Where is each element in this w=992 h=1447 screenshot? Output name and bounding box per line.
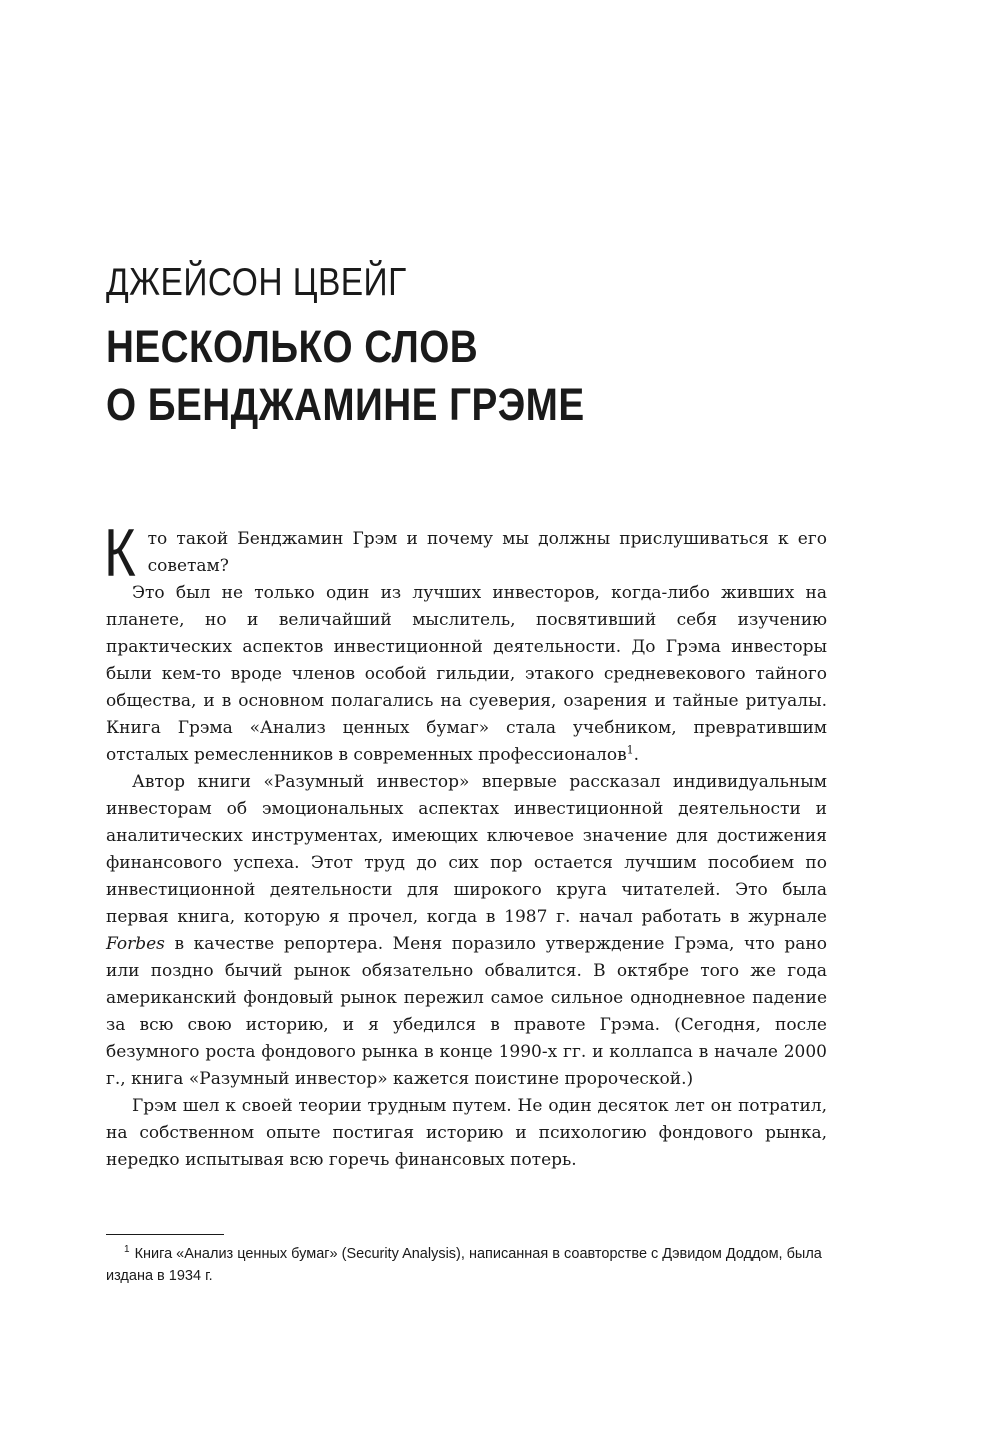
paragraph-1-text: то такой Бенджамин Грэм и почему мы должны прислушиваться к его советам? <box>147 529 827 576</box>
paragraph-3 <box>106 769 827 1093</box>
footnote <box>106 1243 827 1287</box>
paragraph-2 <box>106 580 827 769</box>
magazine-name: Forbes <box>106 934 165 954</box>
paragraph-1 <box>104 515 827 591</box>
paragraph-3-text-b: в качестве репортера. Меня поразило утверждение Грэма, что рано или поздно бычий рынок обязательно обвалится. В октябре того же года американский фондовый рынок пережил самое сильное однодневное падение за всю свою историю, и я убедился в правоте Грэма. (Сегодня, после безумного роста фондового рынка в конце 1990-х гг. и коллапса в начале 2000 г., книга «Разумный инвестор» кажется поистине пророческой.) <box>106 934 827 1089</box>
footnote-reference: 1 <box>626 743 634 757</box>
footnote-number: 1 <box>124 1244 130 1256</box>
paragraph-2-end: . <box>633 745 640 765</box>
footnote-divider <box>106 1234 224 1235</box>
chapter-author: ДЖЕЙСОН ЦВЕЙГ <box>106 261 407 304</box>
body-text <box>104 515 827 1174</box>
drop-cap: К <box>104 515 136 591</box>
paragraph-4-text: Грэм шел к своей теории трудным путем. Не один десяток лет он потратил, на собственном опыте постигая историю и психологию фондового рынка, нередко испытывая всю горечь финансовых потерь. <box>106 1096 827 1170</box>
paragraph-4 <box>106 1093 827 1174</box>
paragraph-2-text: Это был не только один из лучших инвесторов, когда-либо живших на планете, но и величайший мыслитель, посвятивший себя изучению практических аспектов инвестиционной деятельности. До Грэма инвесторы были кем-то вроде членов особой гильдии, этакого средневекового тайного общества, и в основном полагались на суеверия, озарения и тайные ритуалы. Книга Грэма «Анализ ценных бумаг» стала учебником, превратившим отсталых ремесленников в современных профессионалов <box>106 583 827 765</box>
footnote-text: Книга «Анализ ценных бумаг» (Security Analysis), написанная в соавторстве с Дэвидом Доддом, была издана в 1934 г. <box>106 1246 822 1284</box>
chapter-title <box>106 318 585 434</box>
paragraph-3-text-a: Автор книги «Разумный инвестор» впервые рассказал индивидуальным инвесторам об эмоциональных аспектах инвестиционной деятельности и аналитических инструментах, имеющих ключевое значение для достижения финансового успеха. Этот труд до сих пор остается лучшим пособием по инвестиционной деятельности для широкого круга читателей. Это была первая книга, которую я прочел, когда в 1987 г. начал работать в журнале <box>106 772 827 927</box>
chapter-title-line-1: НЕСКОЛЬКО СЛОВ <box>106 321 479 372</box>
chapter-title-line-2: О БЕНДЖАМИНЕ ГРЭМЕ <box>106 379 585 430</box>
